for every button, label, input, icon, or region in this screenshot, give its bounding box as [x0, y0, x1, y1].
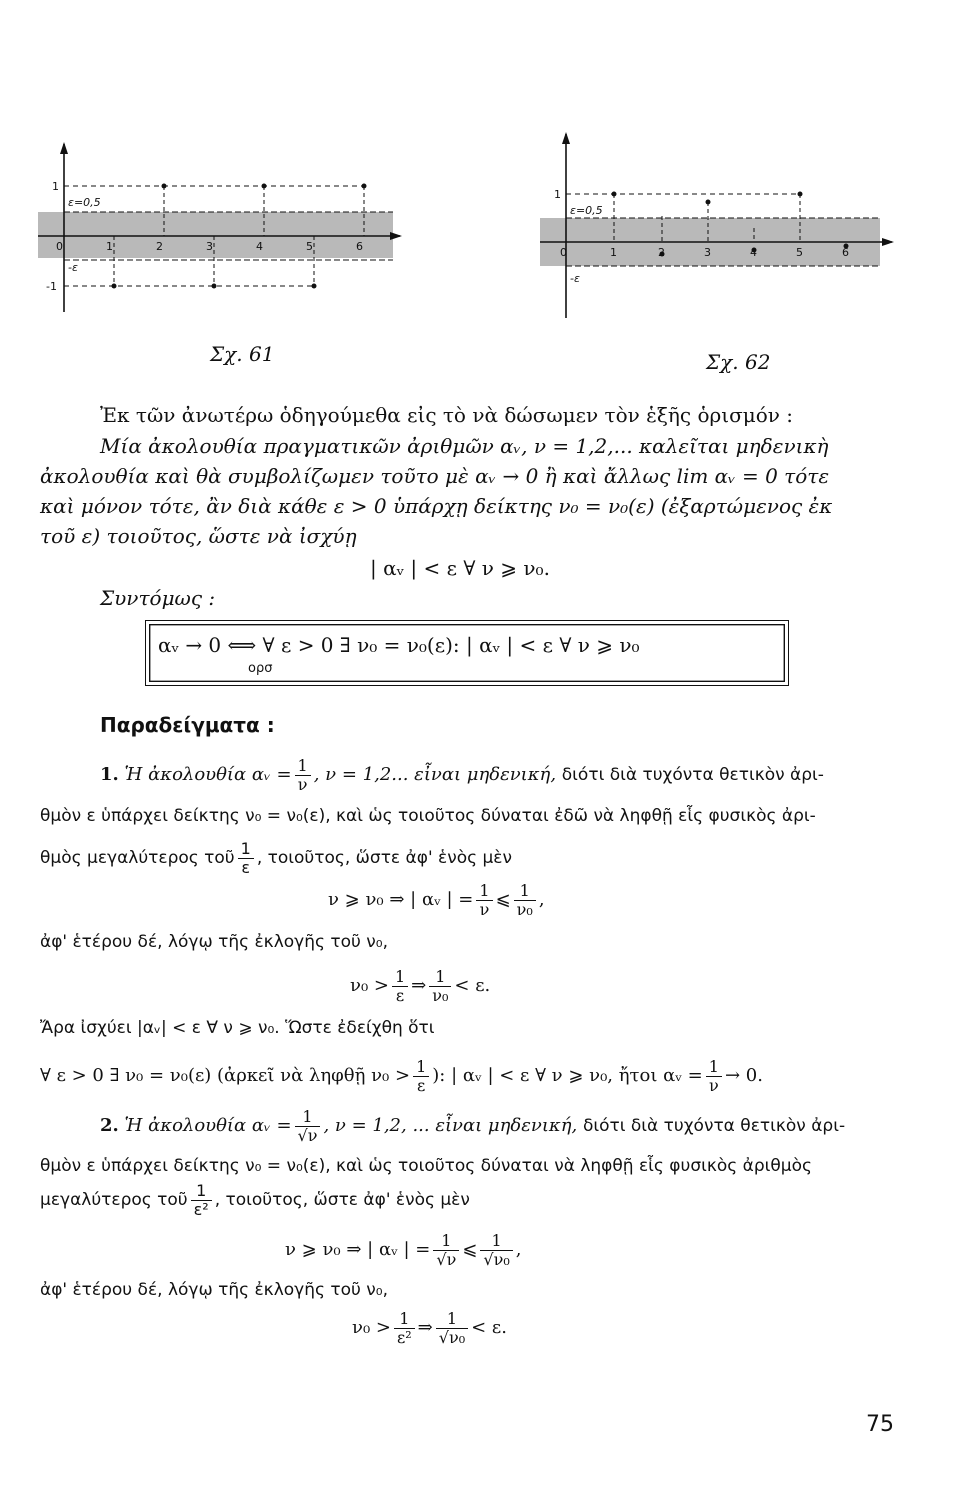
fig61-neg-eps: -ε: [68, 261, 78, 274]
fig62-y-one: 1: [554, 188, 561, 201]
ex2-line-1: 2. Ἡ ἀκολουθία αᵥ = $\frac{1}{√\nu}$ , ν = 1,2, ... εἶναι μηδενική, διότι διὰ τυχόντα θετικὸν ἀρι-: [100, 1106, 846, 1145]
ex1-other: ἀφ' ἑτέρου δέ, λόγῳ τῆς ἐκλογῆς τοῦ ν₀,: [40, 932, 388, 952]
examples-heading: Παραδείγματα :: [100, 713, 275, 737]
fig62-caption: Σχ. 62: [706, 350, 771, 374]
page-number: 75: [866, 1412, 894, 1437]
fig61-eps-label: ε=0,5: [68, 196, 101, 209]
ex1-line-3: θμὸς μεγαλύτερος τοῦ $\frac{1}{\varepsilon}$ , τοιοῦτος, ὥστε ἀφ' ἑνὸς μὲν: [40, 838, 512, 877]
ex1-eq-2: ν₀ > $\frac{1}{\varepsilon}$ ⇒ $\frac{1}{\text{ν₀}}$ < ε.: [350, 966, 491, 1005]
ex2-eq-1: ν ⩾ ν₀ ⇒ | αᵥ | = $\frac{1}{√\nu}$ ⩽ $\frac{1}{\text{√ν₀}}$ ,: [285, 1230, 522, 1269]
definition-intro: Ἐκ τῶν ἀνωτέρω ὁδηγούμεθα εἰς τὸ νὰ δώσωμεν τὸν ἑξῆς ὁρισμόν :: [100, 403, 794, 427]
figure-62: [520, 130, 900, 325]
ex1-conclusion: Ἄρα ἰσχύει |αᵥ| < ε ∀ ν ⩾ ν₀. Ὥστε ἐδείχθη ὅτι: [40, 1018, 435, 1038]
fig61-y-minus-one: -1: [46, 280, 57, 293]
fig62-eps-label: ε=0,5: [570, 204, 603, 217]
definition-line-3: καὶ μόνον τότε, ἂν διὰ κάθε ε > 0 ὑπάρχῃ δείκτης ν₀ = ν₀(ε) (ἐξαρτώμενος ἐκ: [40, 494, 833, 518]
svg-text:3: 3: [704, 246, 711, 259]
svg-text:5: 5: [306, 240, 313, 253]
svg-text:4: 4: [256, 240, 263, 253]
svg-text:1: 1: [106, 240, 113, 253]
ex2-line-3: μεγαλύτερος τοῦ $\frac{1}{\text{ε²}}$ , τοιοῦτος, ὥστε ἀφ' ἑνὸς μὲν: [40, 1180, 470, 1219]
svg-text:1: 1: [610, 246, 617, 259]
ex2-other: ἀφ' ἑτέρου δέ, λόγῳ τῆς ἐκλογῆς τοῦ ν₀,: [40, 1280, 388, 1300]
definition-box: [145, 620, 789, 686]
definition-briefly: Συντόμως :: [100, 586, 216, 610]
ex1-line-2: θμὸν ε ὑπάρχει δείκτης ν₀ = ν₀(ε), καὶ ὡς τοιοῦτος δύναται ἐδῶ νὰ ληφθῇ εἷς φυσικὸς ἀρι-: [40, 806, 816, 826]
svg-text:2: 2: [156, 240, 163, 253]
definition-line-1: Μία ἀκολουθία πραγματικῶν ἀριθμῶν αᵥ, ν = 1,2,... καλεῖται μηδενικὴ: [100, 434, 829, 458]
definition-line-2: ἀκολουθία καὶ θὰ συμβολίζωμεν τοῦτο μὲ αᵥ → 0 ἢ καὶ ἄλλως lim αᵥ = 0 τότε: [40, 464, 830, 488]
ex1-final: ∀ ε > 0 ∃ ν₀ = ν₀(ε) (ἀρκεῖ νὰ ληφθῇ ν₀ > $\frac{1}{\varepsilon}$ ): | αᵥ | < ε ∀ ν ⩾ ν₀, ἤτοι αᵥ = $\frac{1}{\nu}$ → 0.: [40, 1056, 763, 1095]
svg-text:6: 6: [356, 240, 363, 253]
fig61-y-one: 1: [52, 180, 59, 193]
svg-text:0: 0: [56, 240, 63, 253]
box-under-label: ορσ: [248, 661, 273, 676]
ex2-line-2: θμὸν ε ὑπάρχει δείκτης ν₀ = ν₀(ε), καὶ ὡς τοιοῦτος δύναται νὰ ληφθῇ εἷς φυσικὸς ἀριθμὸς: [40, 1156, 812, 1176]
definition-line-4: τοῦ ε) τοιοῦτος, ὥστε νὰ ἰσχύῃ: [40, 524, 357, 548]
ex1-line-1: 1. Ἡ ἀκολουθία αᵥ = $\frac{1}{\nu}$ , ν = 1,2... εἶναι μηδενική, διότι διὰ τυχόντα θετικὸν ἀρι-: [100, 755, 824, 794]
epsilon-band: [38, 212, 393, 258]
svg-text:3: 3: [206, 240, 213, 253]
svg-text:6: 6: [842, 246, 849, 259]
definition-condition: | αᵥ | < ε ∀ ν ⩾ ν₀.: [370, 556, 550, 580]
svg-text:0: 0: [560, 246, 567, 259]
svg-text:5: 5: [796, 246, 803, 259]
ex1-eq-1: ν ⩾ ν₀ ⇒ | αᵥ | = $\frac{1}{\nu}$ ⩽ $\frac{1}{\text{ν₀}}$ ,: [328, 880, 545, 919]
ex2-eq-2: ν₀ > $\frac{1}{\text{ε²}}$ ⇒ $\frac{1}{\text{√ν₀}}$ < ε.: [352, 1308, 507, 1347]
svg-text:4: 4: [750, 246, 757, 259]
fig61-caption: Σχ. 61: [210, 342, 275, 366]
svg-text:2: 2: [658, 246, 665, 259]
fig62-neg-eps: -ε: [570, 272, 580, 285]
figure-61: [30, 140, 410, 325]
box-formula: αᵥ → 0 ⟺ ∀ ε > 0 ∃ ν₀ = ν₀(ε): | αᵥ | < ε ∀ ν ⩾ ν₀: [158, 633, 640, 657]
